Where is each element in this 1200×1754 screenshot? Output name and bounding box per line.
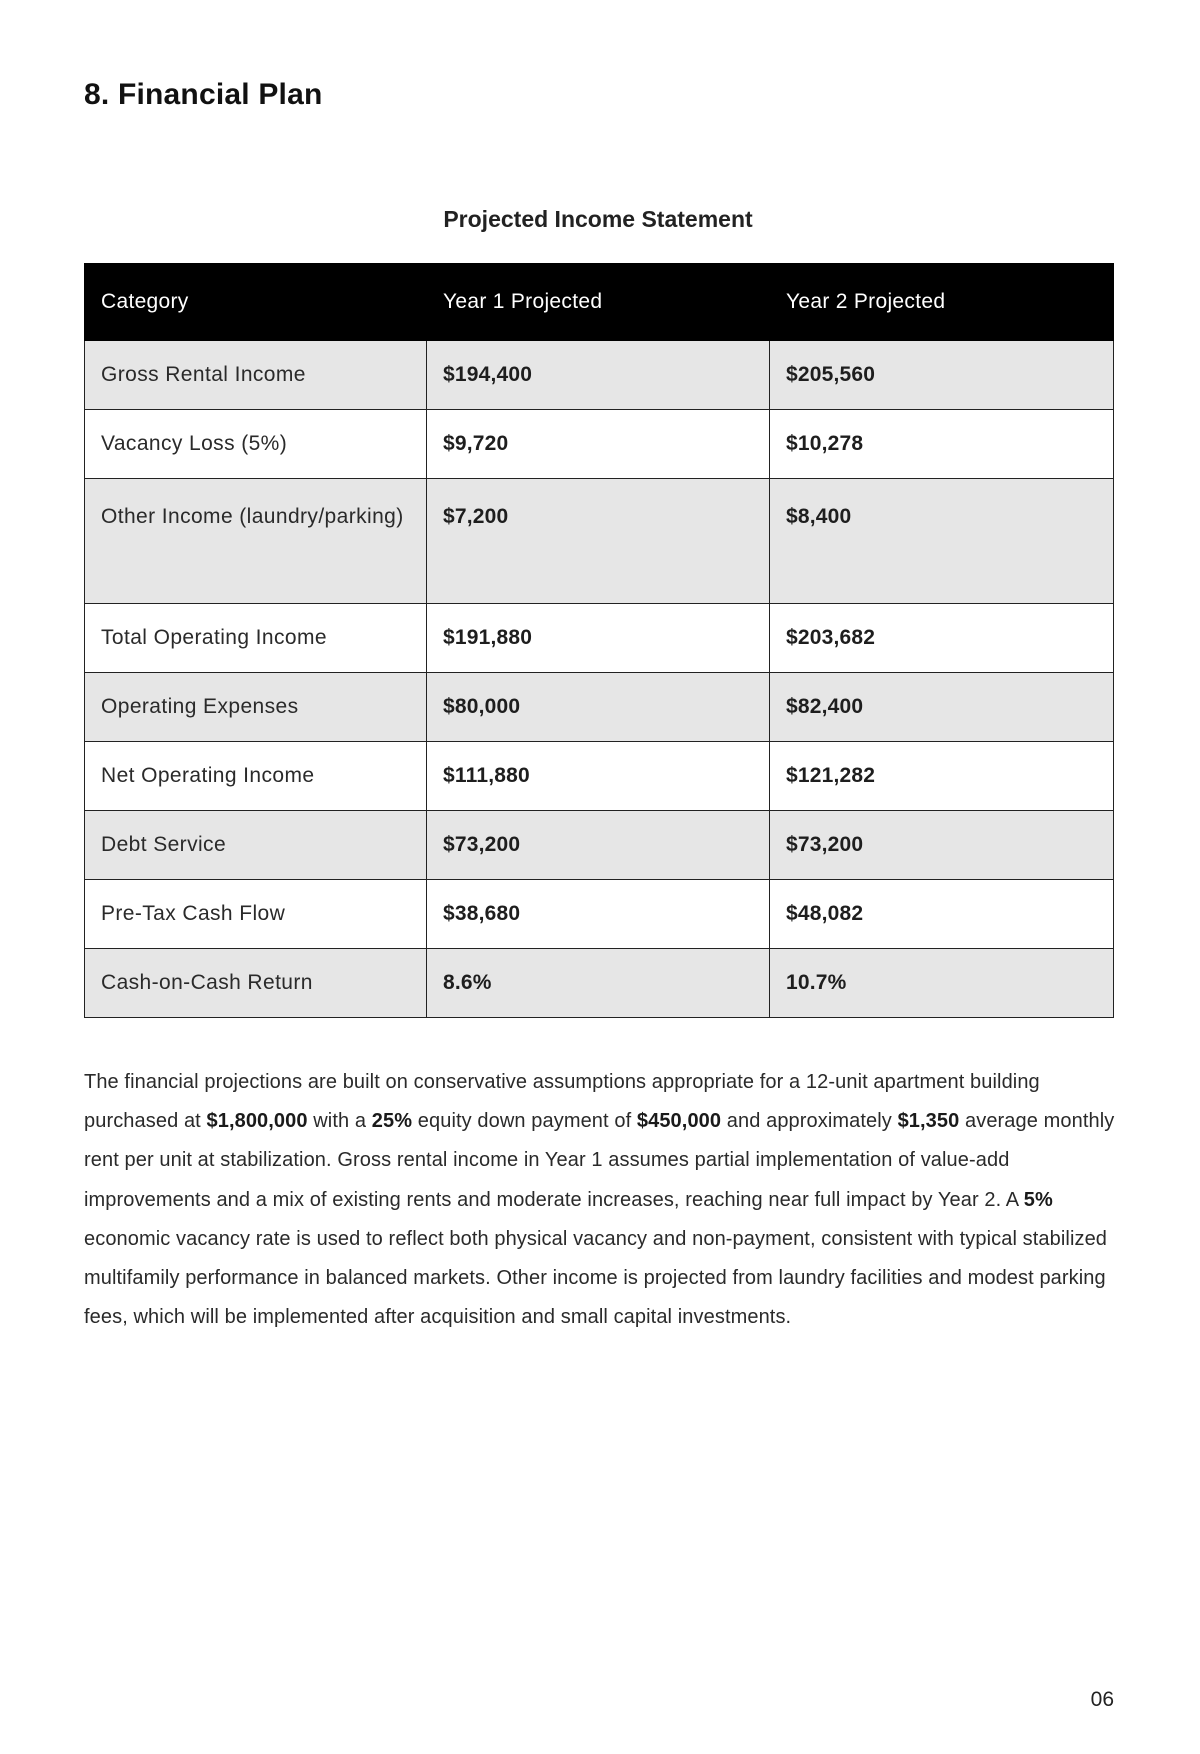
table-row [85, 880, 1114, 949]
row-category: Operating Expenses [85, 673, 427, 742]
table-row [85, 949, 1114, 1018]
income-statement-table [84, 263, 1114, 1018]
table-caption: Projected Income Statement [443, 206, 753, 232]
purchase-price-highlight: $1,800,000 [206, 1110, 308, 1133]
financial-assumptions-paragraph [84, 1063, 1124, 1337]
paragraph-text: and approximately [721, 1110, 898, 1133]
row-year2-value: $73,200 [770, 811, 1114, 880]
paragraph-text: equity down payment of [412, 1110, 637, 1133]
row-category: Total Operating Income [85, 604, 427, 673]
table-row [85, 811, 1114, 880]
table-row [85, 479, 1114, 604]
column-header-category: Category [85, 264, 427, 341]
monthly-rent-highlight: $1,350 [897, 1110, 960, 1133]
row-year2-value: $82,400 [770, 673, 1114, 742]
table-row [85, 673, 1114, 742]
down-payment-highlight: $450,000 [636, 1110, 722, 1133]
row-year1-value: $7,200 [427, 479, 770, 604]
row-year1-value: $194,400 [427, 341, 770, 410]
paragraph-text: The financial projections are built on conservative assumptions appropriate for a 12-unit apartment building purchased at [84, 1071, 1040, 1133]
section-title: 8. Financial Plan [84, 78, 323, 111]
row-year1-value: $73,200 [427, 811, 770, 880]
vacancy-rate-highlight: 5% [1023, 1188, 1053, 1211]
row-year2-value: $121,282 [770, 742, 1114, 811]
table-row [85, 742, 1114, 811]
row-year1-value: $38,680 [427, 880, 770, 949]
row-category: Pre-Tax Cash Flow [85, 880, 427, 949]
table-row [85, 604, 1114, 673]
row-year2-value: $48,082 [770, 880, 1114, 949]
row-year2-value: $203,682 [770, 604, 1114, 673]
row-year1-value: $111,880 [427, 742, 770, 811]
row-category: Vacancy Loss (5%) [85, 410, 427, 479]
paragraph-text: with a [307, 1110, 372, 1133]
table-row [85, 410, 1114, 479]
row-category: Debt Service [85, 811, 427, 880]
table-header-row [85, 264, 1114, 341]
row-year1-value: $9,720 [427, 410, 770, 479]
row-year1-value: $191,880 [427, 604, 770, 673]
column-header-year2: Year 2 Projected [770, 264, 1114, 341]
table-row [85, 341, 1114, 410]
equity-percent-highlight: 25% [371, 1110, 413, 1133]
row-year1-value: $80,000 [427, 673, 770, 742]
row-category: Other Income (laundry/parking) [85, 479, 427, 604]
row-year1-value: 8.6% [427, 949, 770, 1018]
row-category: Gross Rental Income [85, 341, 427, 410]
row-year2-value: $205,560 [770, 341, 1114, 410]
paragraph-text: average monthly rent per unit at stabilization. Gross rental income in Year 1 assumes partial implementation of value-add improvements and a mix of existing rents and moderate increases, reaching near full impact by Year 2. A [84, 1110, 1115, 1211]
row-year2-value: $8,400 [770, 479, 1114, 604]
row-category: Net Operating Income [85, 742, 427, 811]
column-header-year1: Year 1 Projected [427, 264, 770, 341]
row-year2-value: $10,278 [770, 410, 1114, 479]
page-number: 06 [1090, 1688, 1114, 1711]
row-year2-value: 10.7% [770, 949, 1114, 1018]
paragraph-text: economic vacancy rate is used to reflect both physical vacancy and non-payment, consistent with typical stabilized multifamily performance in balanced markets. Other income is projected from laundry facilities and modest parking fees, which will be implemented after acquisition and small capital investments. [84, 1227, 1108, 1329]
row-category: Cash-on-Cash Return [85, 949, 427, 1018]
